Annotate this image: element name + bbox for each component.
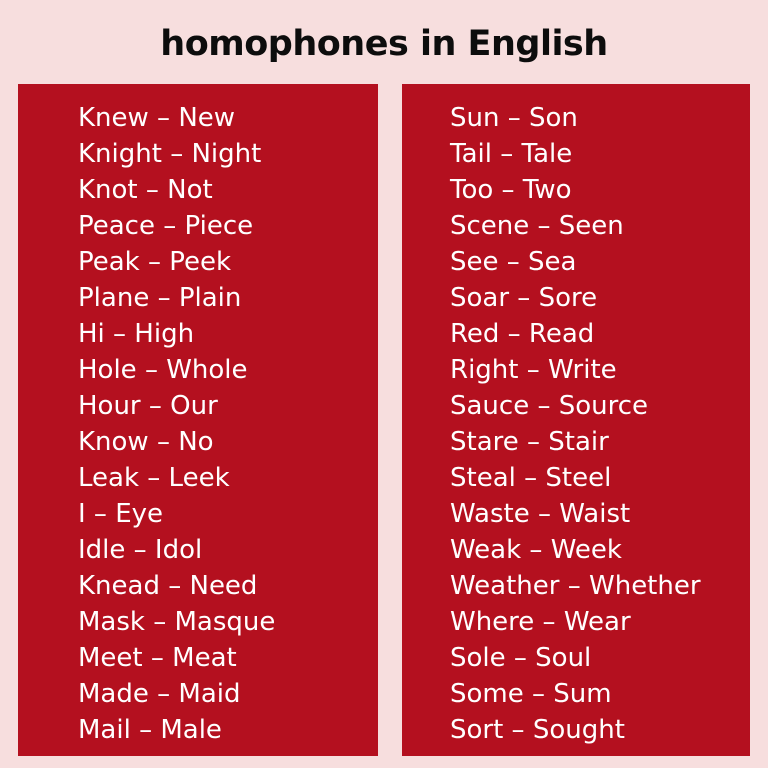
- list-item: Soar – Sore: [450, 283, 598, 313]
- list-item: Knew – New: [78, 103, 236, 133]
- list-item: Hi – High: [78, 319, 195, 349]
- list-item: Hour – Our: [78, 391, 218, 421]
- list-item: Scene – Seen: [450, 211, 624, 241]
- list-item: Too – Two: [450, 175, 572, 205]
- list-item: Knead – Need: [78, 571, 258, 601]
- list-item: Sauce – Source: [450, 391, 649, 421]
- list-item: Red – Read: [450, 319, 595, 349]
- list-item: Sole – Soul: [450, 643, 592, 673]
- homophones-columns: [0, 84, 768, 756]
- list-item: Waste – Waist: [450, 499, 631, 529]
- list-item: Mask – Masque: [78, 607, 276, 637]
- list-item: Right – Write: [450, 355, 617, 385]
- list-item: Some – Sum: [450, 679, 612, 709]
- list-item: See – Sea: [450, 247, 577, 277]
- page-title: homophones in English: [160, 24, 608, 64]
- list-item: Weather – Whether: [450, 571, 701, 601]
- list-item: Made – Maid: [78, 679, 241, 709]
- list-item: Leak – Leek: [78, 463, 230, 493]
- list-item: Knight – Night: [78, 139, 262, 169]
- list-item: Knot – Not: [78, 175, 213, 205]
- list-item: Sort – Sought: [450, 715, 625, 745]
- list-item: Weak – Week: [450, 535, 622, 565]
- list-item: Stare – Stair: [450, 427, 609, 457]
- list-item: Steal – Steel: [450, 463, 612, 493]
- left-column-card: [18, 84, 378, 756]
- list-item: Meet – Meat: [78, 643, 237, 673]
- right-column-card: [402, 84, 750, 756]
- list-item: Mail – Male: [78, 715, 222, 745]
- list-item: Where – Wear: [450, 607, 631, 637]
- list-item: Idle – Idol: [78, 535, 203, 565]
- list-item: Hole – Whole: [78, 355, 248, 385]
- list-item: Plane – Plain: [78, 283, 242, 313]
- list-item: Know – No: [78, 427, 214, 457]
- list-item: I – Eye: [78, 499, 164, 529]
- list-item: Tail – Tale: [450, 139, 573, 169]
- list-item: Peak – Peek: [78, 247, 232, 277]
- list-item: Peace – Piece: [78, 211, 254, 241]
- list-item: Sun – Son: [450, 103, 578, 133]
